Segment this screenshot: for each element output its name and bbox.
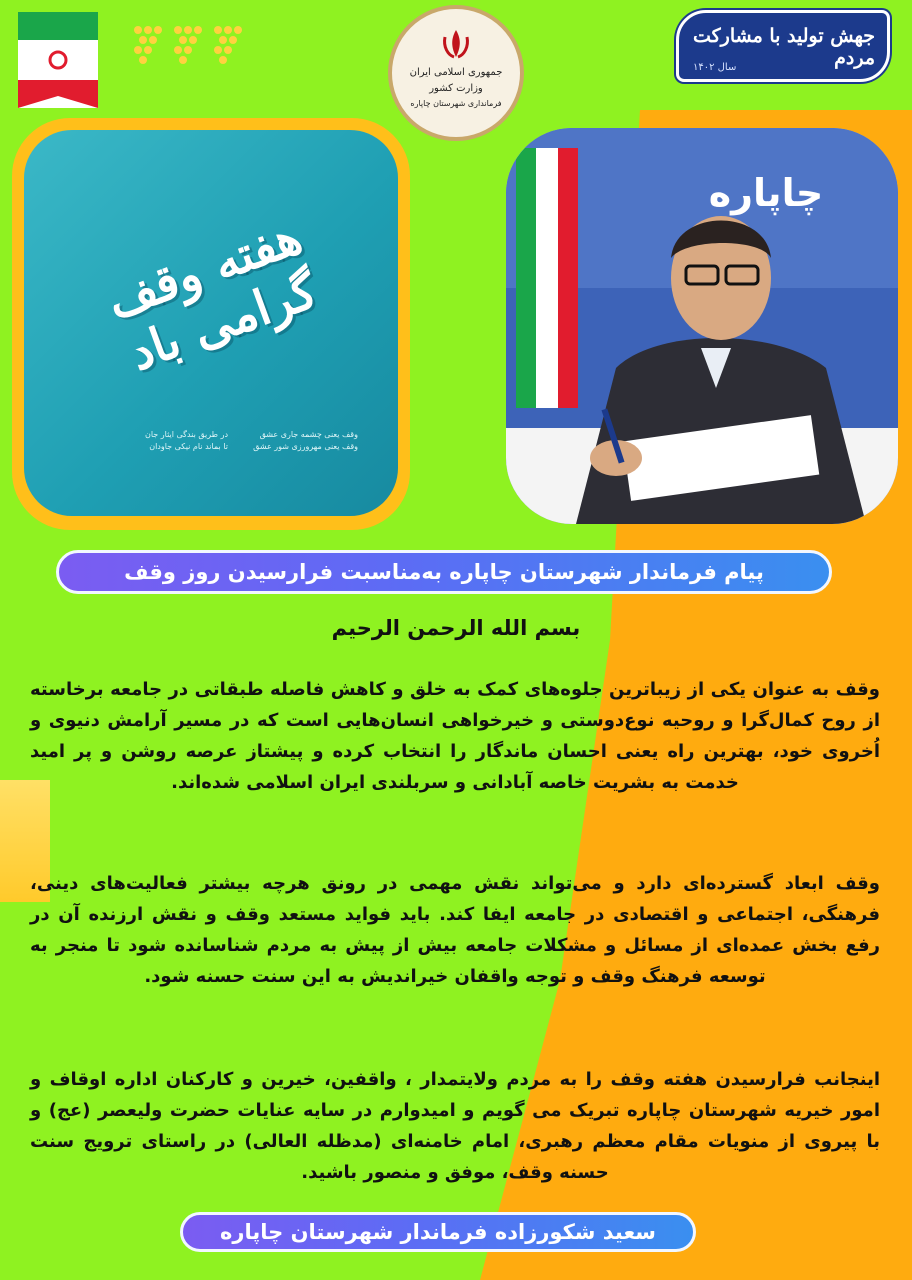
poster-calligraphy: هفته وقف گرامی باد: [99, 208, 325, 382]
poster-caption: وقف یعنی چشمه جاری عشق: [259, 430, 358, 439]
slogan-logo: [676, 10, 890, 82]
poster-caption: تا بماند نام نیکی جاودان: [149, 442, 228, 451]
slogan-year: سال ۱۴۰۲: [693, 62, 737, 73]
decorative-hex-pattern: [130, 20, 255, 70]
emblem-line-1: جمهوری اسلامی ایران: [409, 67, 503, 78]
slogan-title: جهش تولید با مشارکت مردم: [692, 25, 875, 69]
poster-frame: [12, 118, 410, 530]
waqf-week-poster: [24, 130, 398, 516]
governor-photo: [506, 128, 898, 524]
message-paragraph: اینجانب فرارسیدن هفته وقف را به مردم ولایتمدار ، واقفین، خیرین و کارکنان اداره اوقاف و امور خیریه شهرستان چاپاره تبریک می گویم و امیدوارم در سایه عنایات حضرت ولیعصر (عج) و با پیروی از منویات مقام معظم رهبری، امام خامنه‌ای (مدظله العالی) در راستای ترویج سنت حسنه وقف، موفق و منصور باشید.: [30, 1069, 880, 1183]
emblem-line-2: وزارت کشور: [429, 83, 483, 94]
emblem-line-3: فرمانداری شهرستان چاپاره: [410, 99, 502, 108]
message-title: پیام فرماندار شهرستان چاپاره به‌مناسبت فرارسیدن روز وقف: [56, 550, 832, 594]
interior-ministry-emblem: [388, 5, 524, 141]
governor-photo-frame: [506, 128, 898, 524]
bismillah-heading: بسم الله الرحمن الرحیم: [331, 616, 581, 640]
iran-emblem-icon: [439, 27, 473, 61]
poster-caption: وقف یعنی مهرورزی شور عشق: [253, 442, 358, 451]
photo-wall-text: چاپاره: [708, 171, 824, 215]
signature-label: سعید شکورزاده فرماندار شهرستان چاپاره: [180, 1212, 696, 1252]
iran-flag-icon: [18, 12, 98, 108]
message-paragraph: وقف به عنوان یکی از زیباترین جلوه‌های کمک به خلق و کاهش فاصله طبقاتی در جامعه برخاسته از روح کمال‌گرا و روحیه نوع‌دوستی و خیرخواهی انسان‌هایی است که در مسیر آرامش دنیوی و اُخروی خود، بهترین راه یعنی احسان ماندگار را انتخاب کرده و پیشتاز عرصه روشن و پر امید خدمت به بشریت خاصه آبادانی و سربلندی ایران اسلامی شده‌اند.: [30, 679, 880, 793]
poster-caption: در طریق بندگی ایثار جان: [144, 430, 228, 439]
message-paragraph: وقف ابعاد گسترده‌ای دارد و می‌تواند نقش مهمی در رونق هرچه بیشتر فعالیت‌های دینی، فرهنگی، اجتماعی و اقتصادی در جامعه ایفا کند. باید فواید مستعد وقف و نقش ارزنده آن در رفع بخش عمده‌ای از مسائل و مشکلات جامعه بیش از پیش به مردم شناسانده شود تا منجر به توسعه فرهنگ وقف و توجه واقفان خیراندیش به این سنت حسنه شود.: [30, 873, 880, 987]
